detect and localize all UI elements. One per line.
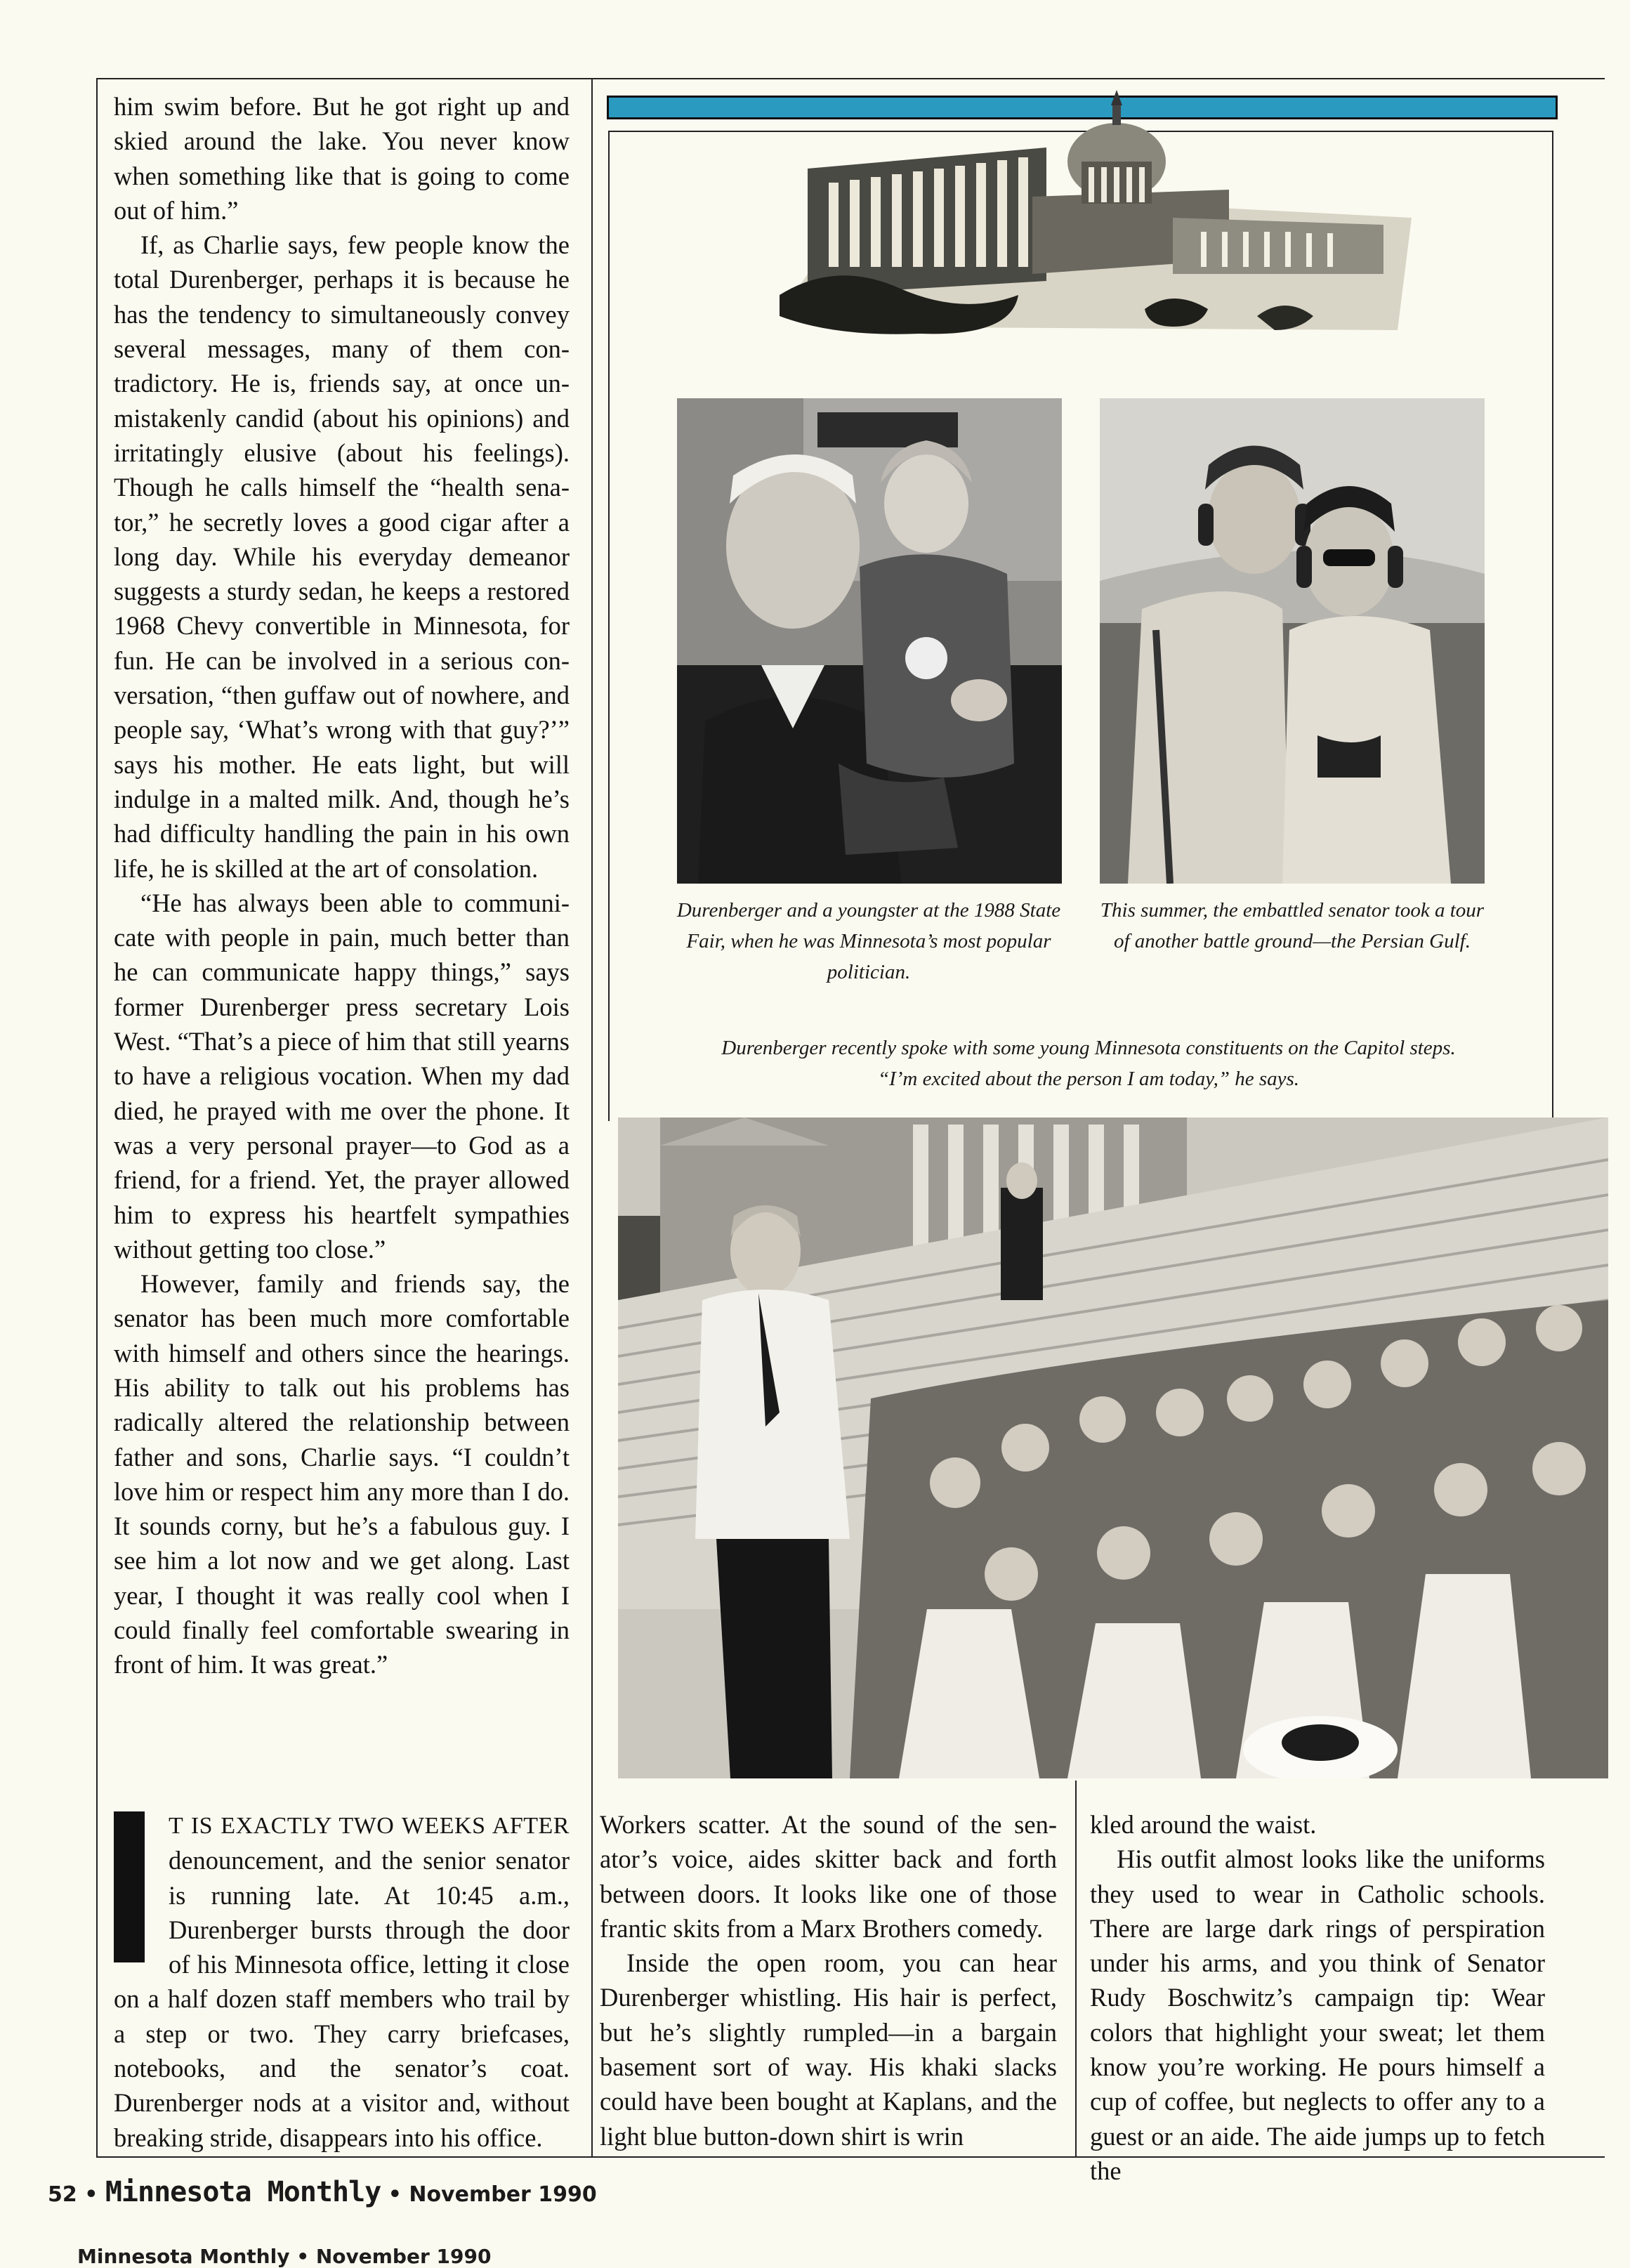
right-paragraph-2: His outfit almost looks like the uniforms they used to wear in Catholic schools. There are large dark rings of perspiration under his arms, and you think of Senator Rudy Boschwitz’s campaign tip: Wear colors that highlight your sweat; let them know you’re working. He pours himself a cup of coffee, but neglects to offer any to a guest or an aide. The aide jumps up to fetch the xyxy=(1090,1844,1545,2185)
right-paragraph-1: kled around the waist. xyxy=(1090,1810,1317,1839)
photo-state-fair xyxy=(677,398,1062,884)
column-divider-1 xyxy=(591,78,593,2157)
paragraph-1: him swim before. But he got right up and skied around the lake. You never know when something like that is going to come out of him.” xyxy=(114,92,570,225)
paragraph-4: However, family and friends say, the senator has been much more comfortable with himself and others since the hearings. His ability to talk out his problems has radically altered the relationship between father and sons, Charlie says. “I couldn’t love him or respect him any more than I do. It sounds corny, but he’s a fabulous guy. I see him a lot now and we get along. Last year, I thought it was really cool when I could finally feel comfortable swearing in front of him. It was great.” xyxy=(114,1269,570,1679)
middle-paragraph-1: Workers scatter. At the sound of the senator’s voice, aides skitter back and forth between doors. It looks like one of those frantic skits from a Marx Brothers comedy. xyxy=(600,1810,1057,1943)
right-column xyxy=(1090,1807,1545,2188)
column-divider-2 xyxy=(1075,1781,1077,2157)
top-rule xyxy=(96,78,1605,79)
capitol-illustration xyxy=(780,84,1433,337)
paragraph-3: “He has always been able to communicate with people in pain, much better than he can communicate happy things,” says former Durenberger press secretary Lois West. “That’s a piece of him that still yearns to have a religious vocation. When my dad died, he prayed with me over the phone. It was a very personal prayer—to God as a friend, for a friend. Yet, the prayer allowed him to express his heartfelt sympathies without getting too close.” xyxy=(114,888,570,1264)
caption-capitol-steps: Durenberger recently spoke with some young Minnesota constituents on the Capitol steps. “I’m excited about the person I am today,” he says. xyxy=(721,1037,1456,1090)
photo-persian-gulf xyxy=(1100,398,1485,884)
photo-frame-right xyxy=(1552,131,1553,1121)
section-runin: T IS EXACTLY TWO WEEKS AFTER xyxy=(169,1813,570,1839)
footer-separator-2: • xyxy=(388,2182,402,2207)
section-opening xyxy=(114,1807,570,2155)
drop-cap-block xyxy=(114,1811,145,1962)
caption-persian-gulf: This summer, the embattled senator took a tour of another battle ground—the Persian Gulf. xyxy=(1100,899,1485,952)
left-column xyxy=(114,89,570,1682)
photo-capitol-steps xyxy=(618,1117,1608,1778)
left-rule xyxy=(96,78,98,2157)
paragraph-2: If, as Charlie says, few people know the total Durenberger, perhaps it is because he has the tendency to simultaneously convey several messages, many of them contradictory. He is, friends say, at once unmistakenly candid (about his opinions) and irritatingly elusive (about his feelings). Though he calls himself the “health senator,” he secretly loves a good cigar after a long day. While his everyday demeanor suggests a sturdy sedan, he keeps a restored 1968 Chevy convertible in Minnesota, for fun. He can be involved in a serious conversation, “then guffaw out of nowhere, and people say, ‘What’s wrong with that guy?’” says his mother. He eats light, but will indulge in a malted milk. And, though he’s had difficulty handling the pain in his own life, he is skilled at the art of consolation. xyxy=(114,230,570,883)
footer-separator-1: • xyxy=(84,2182,98,2207)
section-body: denouncement, and the senior senator is running late. At 10:45 a.m., Durenberger bursts through the door of his Minnesota office, letting it close on a half dozen staff members who trail by a step or two. They carry briefcases, notebooks, and the senator’s coat. Durenberger nods at a visitor and, without breaking stride, disappears into his office. xyxy=(114,1846,570,2152)
photo-frame-left xyxy=(608,131,610,1121)
middle-paragraph-2: Inside the open room, you can hear Durenberger whistling. His hair is perfect, but he’s slightly rumpled—in a bargain basement sort of way. His khaki slacks could have been bought at Kaplans, and the light blue button-down shirt is wrin xyxy=(600,1948,1057,2151)
page-number: 52 xyxy=(48,2182,77,2207)
magazine-name: Minnesota Monthly xyxy=(105,2176,381,2208)
page-footer xyxy=(48,2176,597,2208)
middle-column xyxy=(600,1807,1057,2154)
caption-state-fair: Durenberger and a youngster at the 1988 State Fair, when he was Minnesota’s most popular politician. xyxy=(676,899,1061,983)
issue-date: November 1990 xyxy=(409,2182,597,2207)
bleed-footer: Minnesota Monthly • November 1990 xyxy=(77,2245,492,2268)
